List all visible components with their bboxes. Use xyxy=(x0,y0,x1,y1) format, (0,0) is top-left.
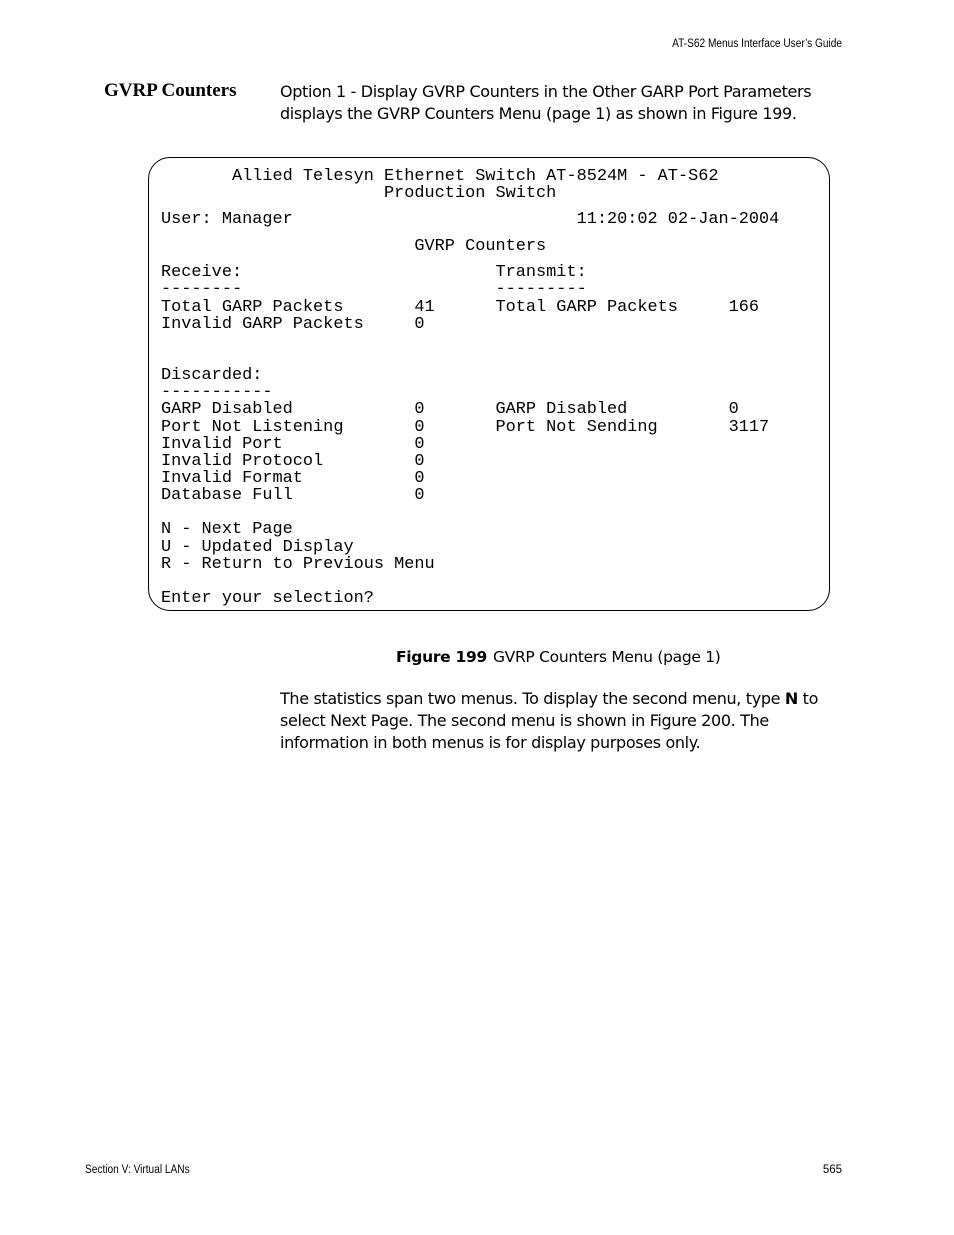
section-heading: GVRP Counters xyxy=(104,80,237,101)
terminal-user-line: User: Manager 11:20:02 02-Jan-2004 xyxy=(161,210,780,229)
terminal-line: Invalid Format 0 xyxy=(161,469,425,488)
paragraph-text-1: The statistics span two menus. To display the second menu, type xyxy=(280,689,785,708)
terminal-line: ----------- xyxy=(161,383,273,402)
paragraph-text-2: to select Next Page. The second menu is shown in Figure 200. The information in both menus is for display purposes only. xyxy=(280,689,819,752)
terminal-line: Database Full 0 xyxy=(161,486,425,505)
page-number: 565 xyxy=(822,1164,842,1176)
menu-option-return: R - Return to Previous Menu xyxy=(161,555,435,574)
paragraph-bold-key: N xyxy=(784,689,798,708)
figure-caption-text: GVRP Counters Menu (page 1) xyxy=(492,648,721,666)
figure-caption xyxy=(396,648,721,666)
selection-prompt: Enter your selection? xyxy=(161,589,374,608)
terminal-line: Invalid Port 0 xyxy=(161,435,425,454)
terminal-screen xyxy=(148,157,830,611)
terminal-line: -------- --------- xyxy=(161,280,587,299)
terminal-line: Invalid GARP Packets 0 xyxy=(161,315,425,334)
menu-option-next-page: N - Next Page xyxy=(161,520,293,539)
terminal-title-line: Allied Telesyn Ethernet Switch AT-8524M - AT-S62 xyxy=(161,167,719,186)
footer-section: Section V: Virtual LANs xyxy=(85,1164,190,1176)
terminal-line: Receive: Transmit: xyxy=(161,263,587,282)
terminal-line: Invalid Protocol 0 xyxy=(161,452,425,471)
running-header: AT-S62 Menus Interface User’s Guide xyxy=(672,38,842,50)
menu-option-updated-display: U - Updated Display xyxy=(161,538,354,557)
terminal-line: GARP Disabled 0 GARP Disabled 0 xyxy=(161,400,739,419)
figure-label: Figure 199 xyxy=(396,648,487,666)
explanation-paragraph xyxy=(280,688,840,754)
terminal-line: Discarded: xyxy=(161,366,263,385)
terminal-subtitle-line: Production Switch xyxy=(161,184,557,203)
terminal-menu-title: GVRP Counters xyxy=(161,237,547,256)
terminal-line: Port Not Listening 0 Port Not Sending 3117 xyxy=(161,418,770,437)
intro-paragraph: Option 1 - Display GVRP Counters in the Other GARP Port Parameters displays the GVRP Counters Menu (page 1) as shown in Figure 199. xyxy=(280,82,812,123)
terminal-line: Total GARP Packets 41 Total GARP Packets 166 xyxy=(161,298,760,317)
